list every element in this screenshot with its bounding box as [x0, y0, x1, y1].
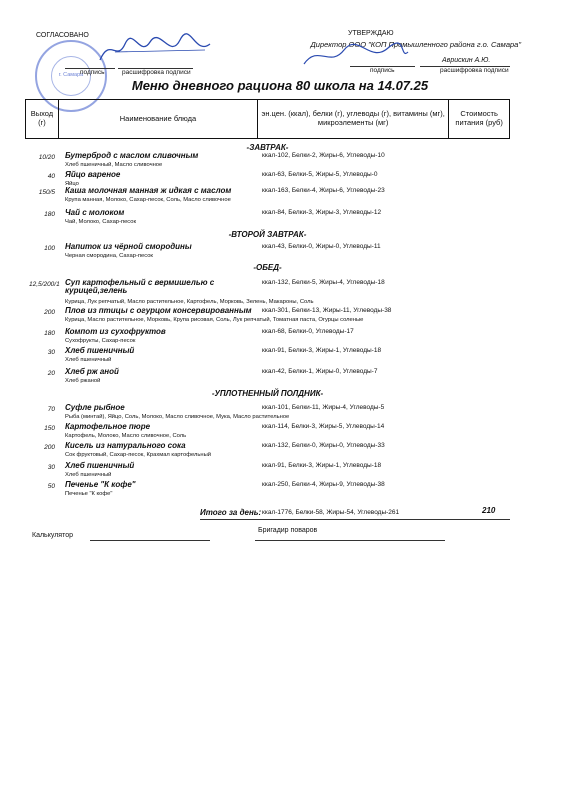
- dish-ingredients: Хлеб пшеничный: [65, 357, 112, 363]
- dish-output: 150/5: [38, 189, 55, 196]
- dish-ingredients: Курица, Лук репчатый, Масло растительное, Картофель, Морковь, Зелень, Макароны, Соль: [65, 299, 314, 305]
- dish-nutrition: ккал-91, Белки-3, Жиры-1, Углеводы-18: [262, 462, 382, 469]
- dish-nutrition: ккал-114, Белки-3, Жиры-5, Углеводы-14: [262, 423, 385, 430]
- dish-ingredients: Чай, Молоко, Сахар-песок: [65, 219, 137, 225]
- dish-output: 10/20: [38, 154, 55, 161]
- chef-label: Бригадир поваров: [258, 527, 318, 534]
- director-title: Директор ООО "КОП Промышленного района г.о. Самара": [310, 40, 521, 49]
- dish-nutrition: ккал-101, Белки-11, Жиры-4, Углеводы-5: [262, 404, 385, 411]
- section-title: -УПЛОТНЕННЫЙ ПОЛДНИК-: [211, 389, 324, 398]
- dish-nutrition: ккал-250, Белки-4, Жиры-9, Углеводы-38: [262, 481, 385, 488]
- stamp-text: г. Самара: [58, 72, 84, 78]
- dish-name: Кисель из натурального сока: [65, 441, 186, 450]
- dish-ingredients: Хлеб пшеничный, Масло сливочное: [65, 162, 163, 168]
- dish-nutrition: ккал-63, Белки-5, Жиры-5, Углеводы-0: [262, 171, 378, 178]
- dish-output: 180: [44, 211, 55, 218]
- dish-nutrition: ккал-43, Белки-0, Жиры-0, Углеводы-11: [262, 243, 381, 250]
- dish-ingredients: Яйцо: [65, 181, 79, 187]
- col-name: Наименование блюда: [59, 100, 258, 138]
- approve-title: УТВЕРЖДАЮ: [348, 30, 394, 37]
- dish-ingredients: Картофель, Молоко, Масло сливочное, Соль: [65, 433, 187, 439]
- section-title: -ЗАВТРАК-: [246, 143, 289, 152]
- dish-name: Бутерброд с маслом сливочным: [65, 151, 199, 160]
- total-label: Итого за день:: [200, 508, 262, 517]
- dish-name: Хлеб пшеничный: [65, 346, 135, 355]
- dish-nutrition: ккал-91, Белки-3, Жиры-1, Углеводы-18: [262, 347, 382, 354]
- col-output: Выход (г): [26, 100, 59, 138]
- dish-ingredients: Черная смородина, Сахар-песок: [65, 253, 153, 259]
- dish-ingredients: Хлеб ржаной: [65, 378, 101, 384]
- table-header: [25, 99, 510, 139]
- director-name: Аврискин А.Ю.: [442, 57, 491, 64]
- page-title: Меню дневного рациона 80 школа на 14.07.25: [131, 78, 429, 93]
- dish-name: Плов из птицы с огурцом консервированным: [65, 306, 252, 315]
- dish-name: Компот из сухофруктов: [65, 327, 166, 336]
- left-sign-label: подпись: [80, 69, 105, 76]
- director-decode-label: расшифровка подписи: [440, 67, 509, 74]
- director-sign-label: подпись: [370, 67, 395, 74]
- col-nutrition: эн.цен. (ккал), белки (г), углеводы (г), витамины (мг), микроэлементы (мг): [258, 100, 449, 138]
- total-nutrition: ккал-1776, Белки-58, Жиры-54, Углеводы-261: [262, 509, 400, 516]
- left-signature: [95, 32, 215, 66]
- dish-name: Картофельное пюре: [65, 422, 151, 431]
- dish-name: Суп картофельный с вермишелью с курицей,зелень: [65, 278, 215, 296]
- dish-output: 100: [44, 245, 55, 252]
- dish-nutrition: ккал-301, Белки-13, Жиры-11, Углеводы-38: [262, 307, 392, 314]
- dish-nutrition: ккал-84, Белки-3, Жиры-3, Углеводы-12: [262, 209, 382, 216]
- dish-nutrition: ккал-132, Белки-0, Жиры-0, Углеводы-33: [262, 442, 385, 449]
- dish-ingredients: Сухофрукты, Сахар-песок: [65, 338, 136, 344]
- menu-item-row: [25, 347, 510, 369]
- menu-item-row: [25, 243, 510, 265]
- dish-output: 180: [44, 330, 55, 337]
- menu-item-row: [25, 481, 510, 503]
- dish-output: 70: [47, 406, 55, 413]
- dish-nutrition: ккал-132, Белки-5, Жиры-4, Углеводы-18: [262, 279, 385, 286]
- dish-ingredients: Печенье "К кофе": [65, 491, 113, 497]
- approved-label: СОГЛАСОВАНО: [36, 32, 89, 39]
- section-title: -ОБЕД-: [253, 263, 282, 272]
- dish-ingredients: Хлеб пшеничный: [65, 472, 112, 478]
- dish-output: 200: [44, 444, 55, 451]
- dish-name: Хлеб рж аной: [65, 367, 119, 376]
- menu-item-row: [25, 187, 510, 209]
- dish-ingredients: Рыба (минтай), Яйцо, Соль, Молоко, Масло сливочное, Мука, Масло растительное: [65, 414, 290, 420]
- dish-name: Каша молочная манная ж идкая с маслом: [65, 186, 232, 195]
- dish-ingredients: Курица, Масло растительное, Морковь, Крупа рисовая, Соль, Лук репчатый, Томатная паста, Огурцы соленые: [65, 317, 364, 323]
- dish-name: Яйцо вареное: [65, 170, 121, 179]
- dish-name: Напиток из чёрной смородины: [65, 242, 192, 251]
- menu-item-row: [25, 307, 510, 329]
- dish-name: Печенье "К кофе": [65, 480, 136, 489]
- dish-name: Хлеб пшеничный: [65, 461, 135, 470]
- section-title: -ВТОРОЙ ЗАВТРАК-: [228, 230, 307, 239]
- dish-nutrition: ккал-68, Белки-0, Углеводы-17: [262, 328, 354, 335]
- calculator-label: Калькулятор: [32, 532, 73, 539]
- dish-output: 40: [47, 173, 55, 180]
- total-price: 210: [482, 506, 496, 515]
- left-decode-label: расшифровка подписи: [122, 69, 191, 76]
- dish-output: 20: [47, 370, 55, 377]
- dish-ingredients: Сок фруктовый, Сахар-песок, Крахмал картофельный: [65, 452, 212, 458]
- menu-item-row: [25, 278, 510, 305]
- dish-output: 50: [47, 483, 55, 490]
- dish-ingredients: Крупа манная, Молоко, Сахар-песок, Соль, Масло сливочное: [65, 197, 231, 203]
- dish-name: Чай с молоком: [65, 208, 125, 217]
- dish-nutrition: ккал-102, Белки-2, Жиры-6, Углеводы-10: [262, 152, 385, 159]
- dish-output: 200: [44, 309, 55, 316]
- dish-output: 12,5/200/1: [29, 281, 60, 288]
- dish-nutrition: ккал-42, Белки-1, Жиры-0, Углеводы-7: [262, 368, 378, 375]
- menu-item-row: [25, 209, 510, 231]
- dish-output: 30: [47, 349, 55, 356]
- col-price: Стоимость питания (руб): [455, 109, 503, 127]
- menu-item-row: [25, 368, 510, 390]
- dish-output: 150: [44, 425, 55, 432]
- dish-output: 30: [47, 464, 55, 471]
- dish-name: Суфле рыбное: [65, 403, 125, 412]
- dish-nutrition: ккал-163, Белки-4, Жиры-6, Углеводы-23: [262, 187, 385, 194]
